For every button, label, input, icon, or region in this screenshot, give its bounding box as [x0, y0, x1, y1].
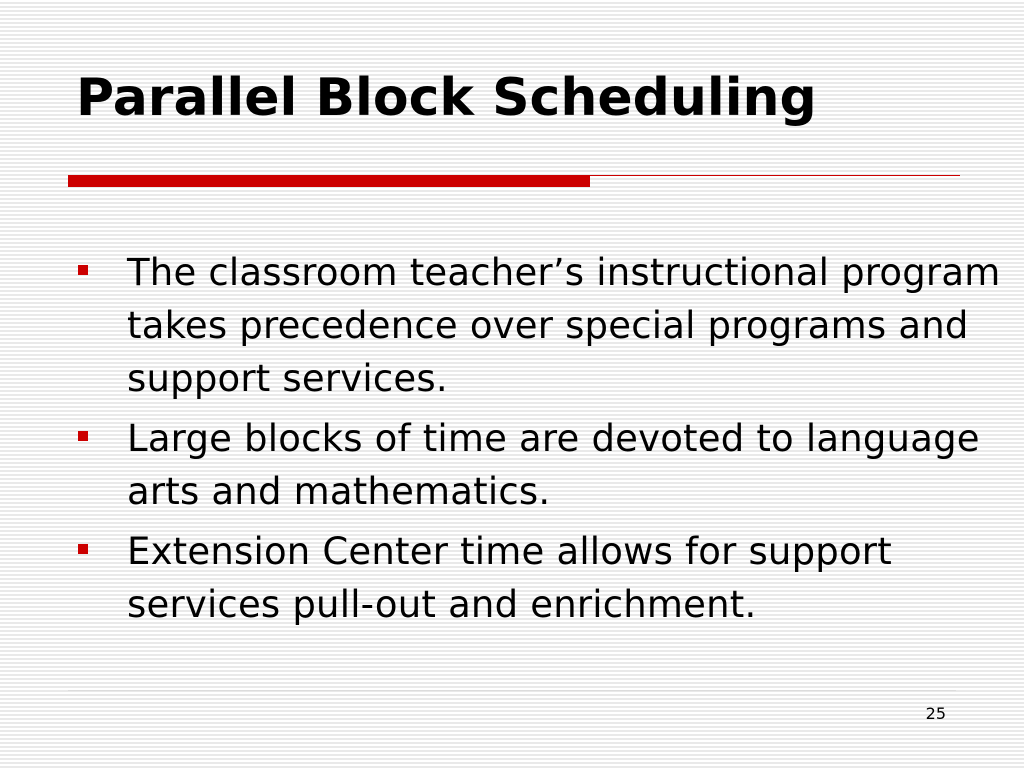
- bullet-item: [78, 412, 1013, 518]
- red-square-bullet-icon: [78, 544, 88, 554]
- red-square-bullet-icon: [78, 265, 88, 275]
- bullet-item: [78, 525, 1013, 631]
- bullet-text: Large blocks of time are devoted to language arts and mathematics.: [127, 417, 980, 513]
- bullet-text: Extension Center time allows for support services pull-out and enrichment.: [127, 530, 892, 626]
- bullet-text: The classroom teacher’s instructional program takes precedence over special programs and support services.: [127, 251, 1001, 400]
- page-number: 25: [925, 704, 946, 723]
- footer-divider: [68, 690, 956, 691]
- bullet-item: [78, 246, 1013, 405]
- title-underline-thick: [68, 175, 590, 187]
- red-square-bullet-icon: [78, 431, 88, 441]
- slide-title: Parallel Block Scheduling: [76, 68, 817, 128]
- bullet-list: [78, 246, 1013, 638]
- title-underline-thin: [590, 175, 960, 176]
